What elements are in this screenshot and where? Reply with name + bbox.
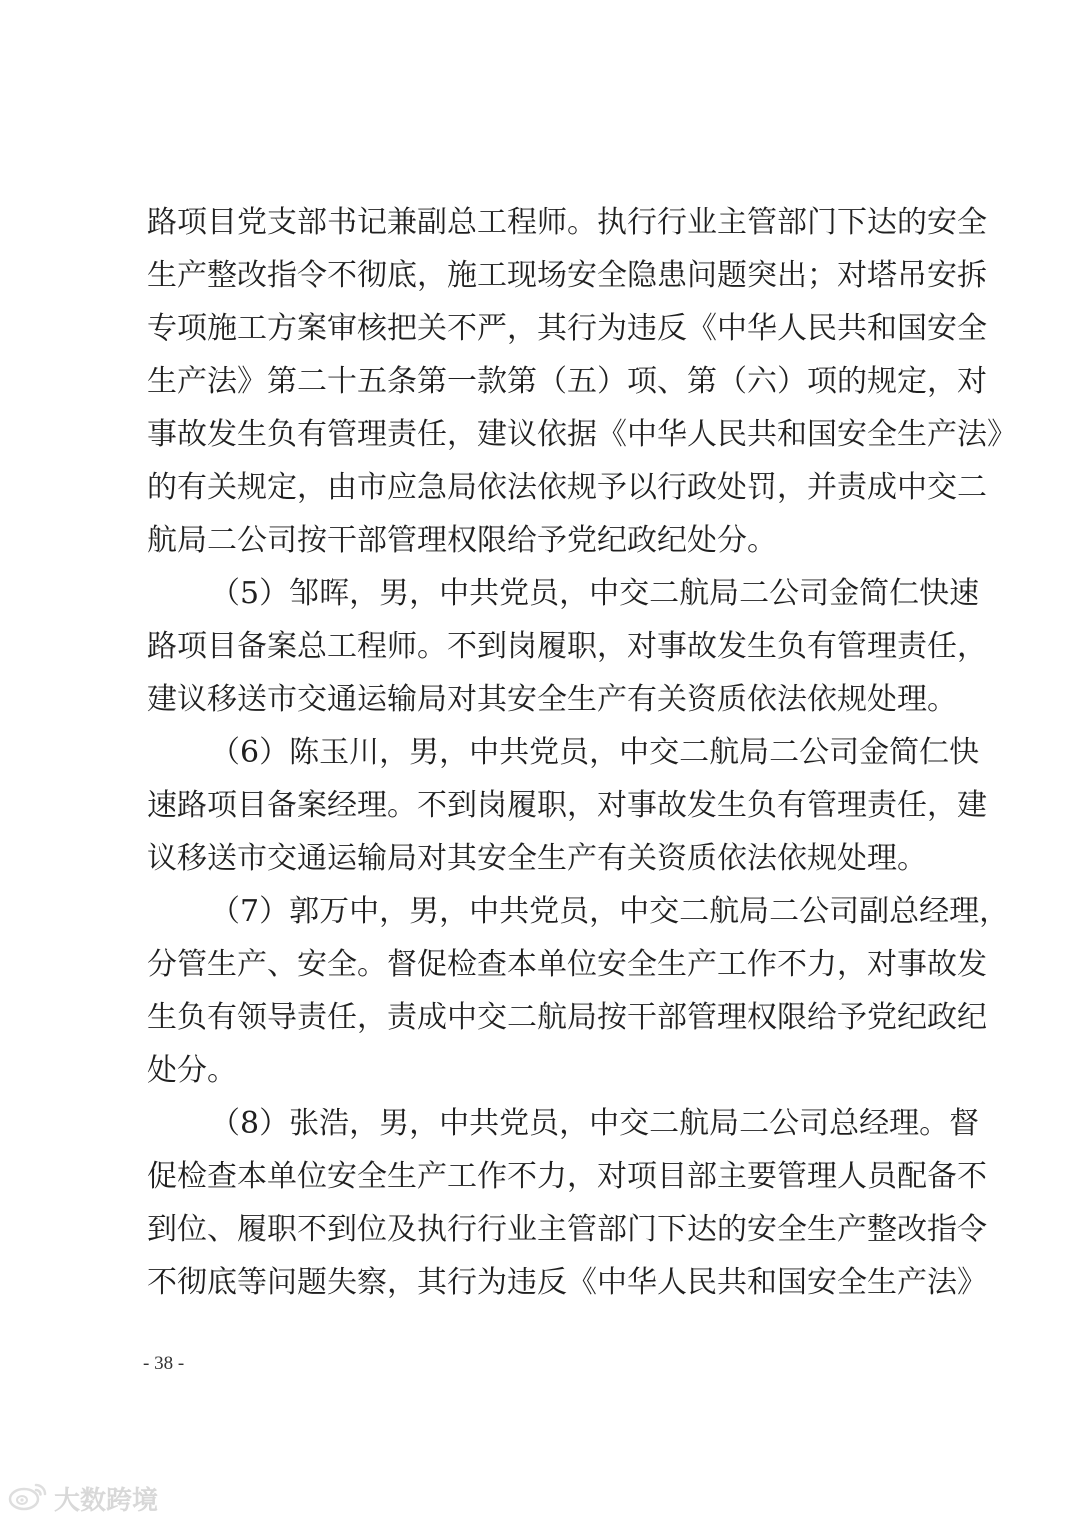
text-line-12: 速路项目备案经理。不到岗履职，对事故发生负有管理责任，建 xyxy=(147,788,987,823)
text-line-19: 促检查本单位安全生产工作不力，对项目部主要管理人员配备不 xyxy=(147,1159,987,1194)
text-line-8: （5）邹晖，男，中共党员，中交二航局二公司金简仁快速 xyxy=(210,576,980,611)
text-line-1: 路项目党支部书记兼副总工程师。执行行业主管部门下达的安全 xyxy=(147,205,987,240)
text-line-2: 生产整改指令不彻底，施工现场安全隐患问题突出；对塔吊安拆 xyxy=(147,258,987,293)
text-line-9: 路项目备案总工程师。不到岗履职，对事故发生负有管理责任， xyxy=(147,629,987,664)
text-line-3: 专项施工方案审核把关不严，其行为违反《中华人民共和国安全 xyxy=(147,311,987,346)
text-line-14: （7）郭万中，男，中共党员，中交二航局二公司副总经理， xyxy=(210,894,1010,929)
text-line-17: 处分。 xyxy=(147,1053,237,1088)
text-line-13: 议移送市交通运输局对其安全生产有关资质依法依规处理。 xyxy=(147,841,927,876)
text-line-20: 到位、履职不到位及执行行业主管部门下达的安全生产整改指令 xyxy=(147,1212,987,1247)
watermark xyxy=(8,1480,158,1516)
watermark-text: 大数跨境 xyxy=(54,1485,159,1516)
text-line-6: 的有关规定，由市应急局依法依规予以行政处罚，并责成中交二 xyxy=(147,470,987,505)
text-line-16: 生负有领导责任，责成中交二航局按干部管理权限给予党纪政纪 xyxy=(147,1000,987,1035)
text-line-21: 不彻底等问题失察，其行为违反《中华人民共和国安全生产法》 xyxy=(147,1265,987,1300)
weibo-logo-icon xyxy=(8,1481,48,1515)
text-line-5: 事故发生负有管理责任，建议依据《中华人民共和国安全生产法》 xyxy=(147,417,1017,452)
text-line-11: （6）陈玉川，男，中共党员，中交二航局二公司金简仁快 xyxy=(210,735,980,770)
text-line-7: 航局二公司按干部管理权限给予党纪政纪处分。 xyxy=(147,523,777,558)
text-line-4: 生产法》第二十五条第一款第（五）项、第（六）项的规定，对 xyxy=(147,364,987,399)
text-line-15: 分管生产、安全。督促检查本单位安全生产工作不力，对事故发 xyxy=(147,947,987,982)
text-line-10: 建议移送市交通运输局对其安全生产有关资质依法依规处理。 xyxy=(147,682,957,717)
page-number: - 38 - xyxy=(143,1353,185,1374)
text-line-18: （8）张浩，男，中共党员，中交二航局二公司总经理。督 xyxy=(210,1106,980,1141)
